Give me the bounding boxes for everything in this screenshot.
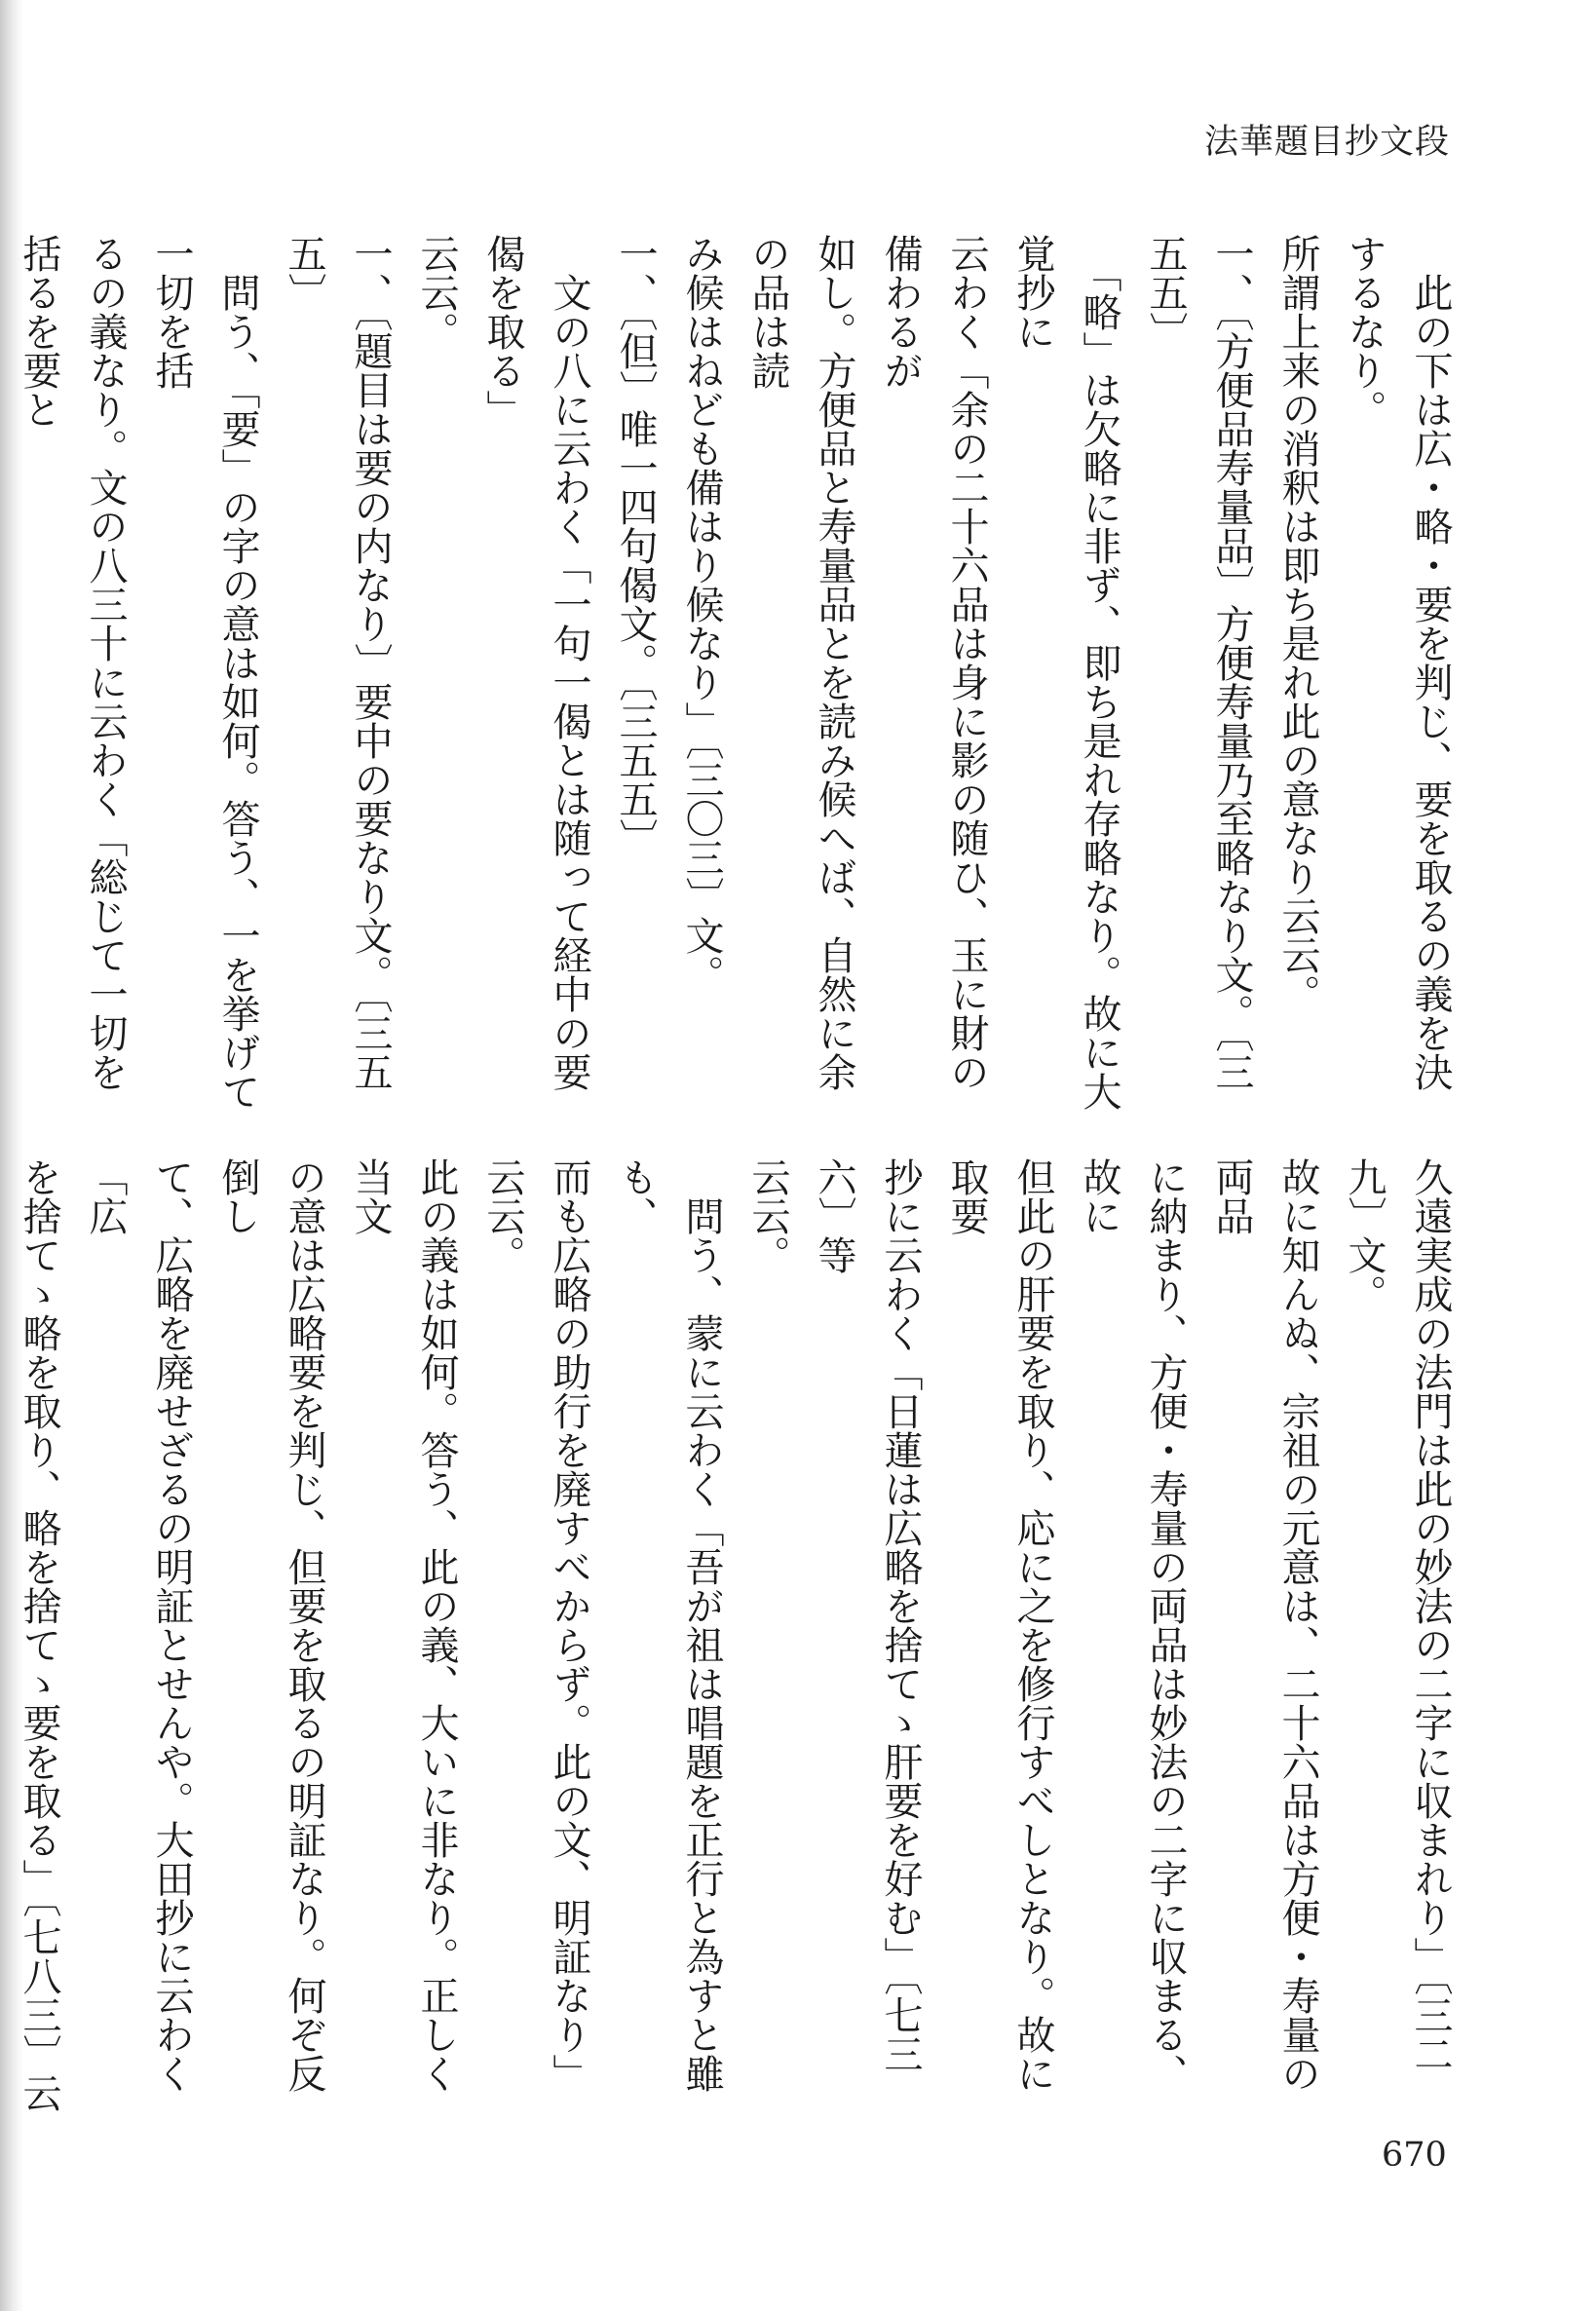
text-line — [0, 234, 6, 1111]
text-line: 云云。 — [745, 1157, 790, 1274]
lower-text-block — [17, 1157, 1463, 2122]
text-line: 抄に云わく「日蓮は広略を捨てゝ肝要を好む」〔七三六〕等 — [812, 1157, 923, 2073]
text-line: み候はねども備はり候なり」〔三〇三〕文。 — [679, 234, 724, 994]
text-line: 但此の肝要を取り、応に之を修行すべしとなり。故に取要 — [944, 1157, 1055, 2093]
text-line: 故に知んぬ、宗祖の元意は、二十六品は方便・寿量の両品 — [1209, 1157, 1320, 2093]
text-line: に納まり、方便・寿量の両品は妙法の二字に収まる、故に — [1077, 1157, 1188, 2093]
text-line: て、広略を廃せざるの明証とせんや。大田抄に云わく「広 — [83, 1157, 194, 2093]
text-line: 問う、「要」の字の意は如何。答う、一を挙げて一切を括 — [149, 234, 260, 1111]
text-line: 云云。 — [414, 234, 459, 351]
text-line: 問う、蒙に云わく「吾が祖は唱題を正行と為すと雖も、 — [613, 1157, 724, 2093]
text-line: 久遠実成の法門は此の妙法の二字に収まれり」〔三二九〕文。 — [1342, 1157, 1453, 2073]
text-line: 「略」は欠略に非ず、即ち是れ存略なり。故に大覚抄に — [1010, 234, 1121, 1111]
text-line: 此の下は広・略・要を判じ、要を取るの義を決するなり。 — [1342, 234, 1453, 1091]
text-line: るの義なり。文の八三十に云わく「総じて一切を括るを要と — [17, 234, 128, 1091]
running-head: 法華題目抄文段 — [1203, 123, 1450, 162]
text-line: 而も広略の助行を廃すべからず。此の文、明証なり」云云。 — [480, 1157, 591, 2093]
text-line: を捨てゝ略を取り、略を捨てゝ要を取る」〔七八三〕云 — [17, 1157, 61, 2112]
text-line: 如し。方便品と寿量品とを読み候へば、自然に余の品は読 — [745, 234, 856, 1091]
text-line: 一、〔題目は要の内なり〕要中の要なり文。〔三五五〕 — [282, 234, 393, 1091]
page-number: 670 — [1382, 2136, 1447, 2175]
text-line: 文の八に云わく「一句一偈とは随って経中の要偈を取る」 — [480, 234, 591, 1091]
text-line: 云わく「余の二十六品は身に影の随ひ、玉に財の備わるが — [878, 234, 989, 1091]
text-line: 一、〔方便品寿量品〕方便寿量乃至略なり文。〔三五五〕 — [1143, 234, 1254, 1091]
text-line: の意は広略要を判じ、但要を取るの明証なり。何ぞ反倒し — [215, 1157, 326, 2093]
upper-text-block — [17, 234, 1463, 1111]
text-line: 所謂上来の消釈は即ち是れ此の意なり云云。 — [1275, 234, 1320, 1013]
text-line: 此の義は如何。答う、此の義、大いに非なり。正しく当文 — [348, 1157, 459, 2093]
text-line: 一、〔但〕唯一四句偈文。〔三五五〕 — [613, 234, 658, 857]
